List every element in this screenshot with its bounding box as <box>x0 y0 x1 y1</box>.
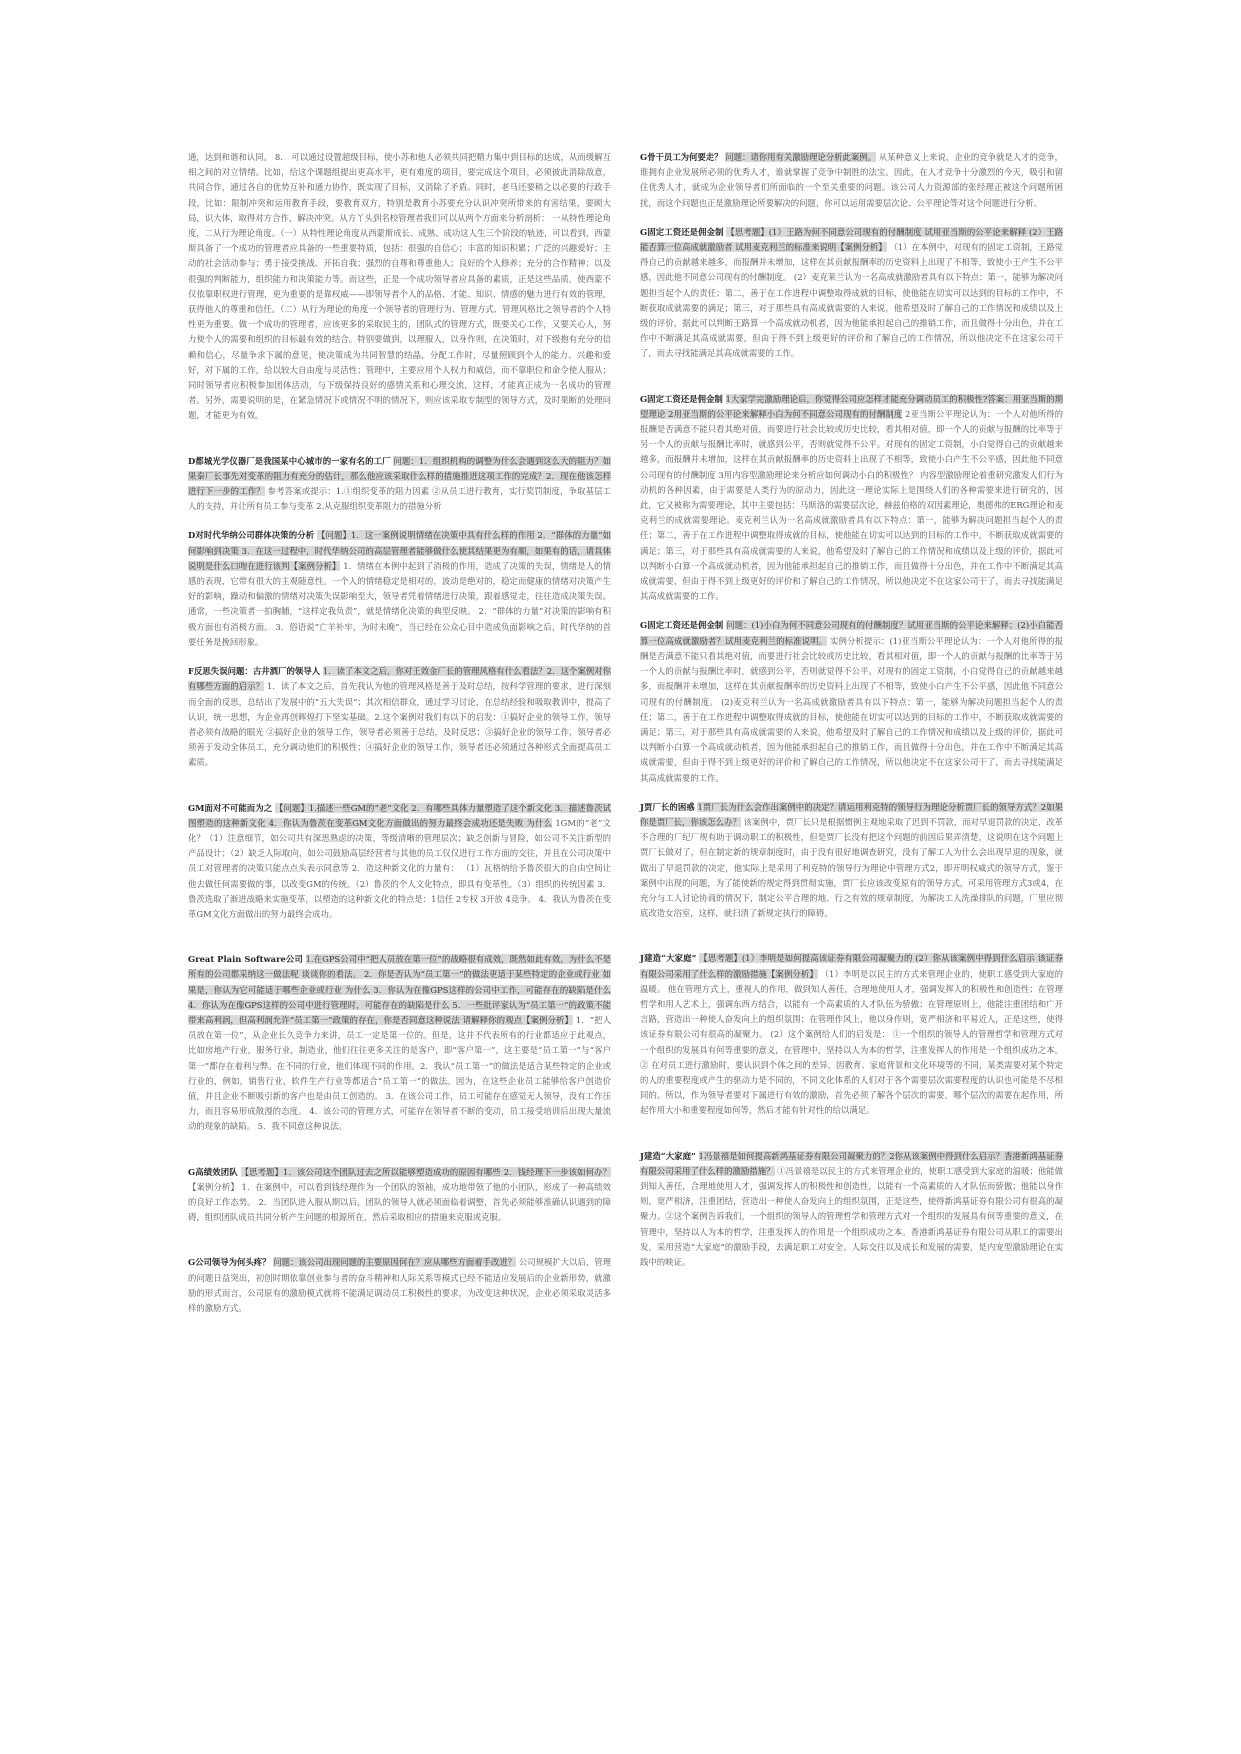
case-entry <box>188 1255 611 1316</box>
case-title: G公司领导为何头疼？ <box>188 1257 271 1268</box>
case-entry <box>640 150 1063 211</box>
case-entry <box>640 1149 1063 1271</box>
case-question: 【思考题】(1）李明是如何提高该证券有限公司凝聚力的 (2）你从该案例中得到什么启示 该证券有限公司采用了什么样的激励措施【案例分析】 <box>640 953 1063 979</box>
case-entry <box>188 150 611 424</box>
case-question: 【问题】1.描述一些GM的“老”文化 2．有哪些具体力量塑造了这个新文化 3．描述鲁茨试图塑造的这种新文化 4．你认为鲁茨在变革GM文化方面做出的努力最终会成功还是失败 为什么 <box>188 802 611 828</box>
case-entry <box>640 225 1063 362</box>
case-question: 【问题】1．这一案例说明情绪在决策中具有什么样的作用 2．“群体的力量”如何影响到决策 3．在这一过程中，时代华纳公司的高层管理者能够做什么使其结果更为有顺，如果有的话，请具体说明是什么口吻在进行该判【案例分析】 <box>188 530 611 571</box>
case-body: ①冯景禧是以民主的方式来管理企业的，使职工感受到大家庭的温暖；他能做到知人善任，合理地使用人才，强调发挥人的积极性和创造性，以能有一个高素质的人才队伍而骄傲；他能以身作则，宽严相济，注重团结，营造出一种使人奋发向上的组织氛围，正是这些，使得新鸿基证券有限公司有很高的凝聚力。②这个案例告诉我们，一个组织的领导人的管理哲学和管理方式对一个组织的发展具有何等重要的意义，在管理中，坚持以人为本的哲学，注重发挥人的作用是一个组织成功之本。香港新鸿基证券有限公司从职工的需要出发，采用营造“大家庭”的激励手段，去满足职工对安全、人际交往以及成长和发展的需要，是内宠型激励理论在实践中的映证。 <box>640 1165 1064 1267</box>
case-title: G固定工资还是佣金制 <box>640 620 724 631</box>
case-entry <box>640 618 1063 785</box>
case-body: 公司规模扩大以后，管理的问题日益突出，初创时期依靠创业参与者的奋斗精神和人际关系等模式已经不能适应发展后的企业新形势，就激励的形式而言，公司原有的激励模式就将不能满足调动员工积极性的要求，为改变这种状况，企业必须采取灵活多样的激励方式。 <box>188 1257 612 1313</box>
case-entry <box>188 1165 611 1226</box>
case-body: 实例分析提示：(1)亚当斯公平理论认为：一个人对他所得的报酬是否满意不能只看其绝对值，而要进行社会比较或历史比较，看其相对值，即一个人的贡献与报酬的比率等于另一个人的贡献与报酬比率时，就感到公平，否则就觉得不公平。对现有的固定工资制，小白觉得自己的贡献越来越多，而报酬并未增加，这样在其贡献报酬率的历史资料上出现了不相等，致使小白产生不公平感，因此他不同意公司现有的付酬制度。 (2)麦克利兰认为一名高成就激励者具有以下特点：第一，能够为解决问题担当起个人的责任；第二，善于在工作进程中调整取得成就的目标，使他能在切实可以达到的目标的工作中，不断获取成就需要的满足；第三，对于那些具有高成就需要的人来说，他希望及时了解自己的工作情况和成绩以及上级的评价，据此可以判断小白算一个高成就动机者，因为他能承担起自己的推销工作，而且做得十分出色，并在工作中不断满足其高成就需要，但由于得不到上级更好的评价和了解自己的工作情况，所以他决定不在这家公司干了，而去寻找能满足其高成就需要的工作。 <box>640 635 1063 783</box>
case-question: 1贾厂长为什么会作出案例中的决定？请运用利克特的领导行为理论分析贾厂长的领导方式？2如果你是贾厂长，你该怎么办？ <box>640 801 1064 827</box>
case-title: G固定工资还是佣金制 <box>640 226 724 237</box>
case-question: 问题：(1)小白为何不同意公司现有的付酬制度？试用亚当斯的公平论来解释；(2)小白能否算一位高成就激励者？试用麦克利兰的标准说明。 <box>640 620 1063 646</box>
case-title: D都城光学仪器厂是我国某中心城市的一家有名的工厂 <box>188 455 391 466</box>
case-entry <box>640 392 1063 605</box>
case-body: 2亚当斯公平理论认为：一个人对他所得的报酬是否满意不能只看其绝对值，而要进行社会比较或历史比较，看其相对值，即一个人的贡献与报酬的比率等于另一个人的贡献与报酬比率时，就感到公平，否则就觉得不公平。对现有的固定工资制，小白觉得自己的贡献越来越多，而报酬并未增加，这样在其贡献报酬率的历史资料上出现了不相等，致使小白产生不公平感，因此他不同意公司现有的付酬制度 3用内容型激励理论来分析应如何调动小白的积极性？ <box>640 408 1063 480</box>
case-body: 该案例中，贾厂长只是根据惯例主观地采取了迟到不罚款，而对早退罚款的决定，改革不合理的厂纪厂规有助于调动职工的积极性，但是贾厂长没有把这个问题的前因后果弄清楚，这说明在这个问题上贾厂长做对了，但在制定新的规章制度时，由于没有很好地调查研究，没有了解工人为什么会出现早退的现象，就做出了早退罚款的决定，他实际上是采用了利克特的领导行为理论中管理方式2，即开明权威式的领导方式，鉴于案例中出现的问题，为了能使新的规定得到贯彻实施，贾厂长应该改变原有的领导方式，可采用管理方式3或4，在充分与工人讨论协商的情况下，制定公平合理的地、行之有效的规章制度，为解决工人洗澡排队的问题，厂里应彻底改造女浴室，这样，就扫清了新规定执行的障碍。 <box>640 816 1064 919</box>
case-body: （1）在本例中，对现有的固定工资制，王路觉得自己的贡献越来越多，而报酬并未增加，这样在其贡献报酬率的历史资料上出现了不相等，致使小王产生不公平感，因此他不同意公司现有的付酬制度。 (2）麦克莱兰认为一名高成就激励者具有以下特点：第一，能够为解决问题担当起个人的责任；第二，善于在工作进程中调整取得成就的目标，使他能在切实可以达到的目标的工作中，不断获取成就需要的满足；第三，对于那些具有高成就需要的人来说，他希望及时了解自己的工作情况和成绩以及上级的评价，据此可以判断王路算一个高成就动机者，因为他能承担起自己的推销工作，而且做得十分出色，并在工作中不断满足其高成就需要，但由于得不到上级更好的评价和了解自己的工作情况，所以他决定不在这家公司干了，而去寻找能满足其高成就需要的工作。 <box>640 242 1063 359</box>
case-entry <box>188 454 611 515</box>
case-question: 1．读了本文之后，你对王效金厂长的管理风格有什么看法？2．这个案例对你有哪些方面的启示？ <box>188 666 611 692</box>
case-title: J建造“大家庭” <box>640 1150 696 1161</box>
case-body: 1GM的“老”文化？（1）注意细节，如公司共有深思熟虑的决策，等级清晰的管理层次；缺乏创新与冒险，如公司不关注新型的产品设计；（2）缺乏人际取向，如公司鼓励高层经营者与其他的员工仅仅进行工作方面的交往，并且在公司决策中员工对管理者的决策只能点点头表示同意等 2．造这种新文化的力量有： （1）瓦格纳给予鲁茨很大的自由空间让他去做任何需要做的事，以改变GM的传统。（2）鲁茨的个人文化特点，即具有变革性。（3）组织的传统因素 3．鲁茨选取了渐进战略来实施变革，以塑造的这种新文化的特点是：1信任 2专权 3开放 4竞争。 4．我认为鲁茨在变革GM文化方面做出的努力最终会成功。 <box>188 817 611 919</box>
right-column <box>640 150 1063 1300</box>
case-question: 1冯景禧是如何提高新鸿基证券有限公司凝聚力的？2你从该案例中得到什么启示？香港新鸿基证券有限公司采用了什么样的激励措施？ <box>640 1150 1063 1176</box>
case-body: （1）李明是以民主的方式来管理企业的，使职工感受到大家庭的温暖。 他在管理方式上，重视人的作用，做到知人善任，合理地使用人才，强调发挥人的积极性和创造性；在管理哲学和用人艺术上，强调东西方结合，以能有一个高素质的人才队伍为骄傲；在管理原则上，他能注重团结和广开言路，营造出一种使人奋发向上的组织氛围；在管理作风上，他以身作则，宽严相济和平易近人，正是这些，使得该证券有限公司有很高的凝聚力。 (2）这个案例给人们的启发是： ①一个组织的领导人的管理哲学和管理方式对一个组织的发展具有何等重要的意义，在管理中，坚持以人为本的哲学，注重发挥人的作用是一个组织成功之本。 ② 在对员工进行激励时，要认识到个体之间的差异，因教育、家庭背景和文化环境等的不同，某类需要对某个特定的人的重要程度或产生的驱动力是不同的，不同文化体系的人们对于各个需要层次需要程度的认识也可能是不尽相同的。所以，作为领导者要对下属进行有效的激励，首先必须了解各个层次的需要，哪个层次的需要在起作用，所起作用大小和重要程度如何等，然后才能有针对性的给以满足。 <box>640 968 1064 1116</box>
case-title: G高绩效团队 <box>188 1166 238 1177</box>
case-body-continued: 内容型激励理论着重研究激发人们行为动机的各种因素，由于需要是人类行为的原动力，因此这一理论实际上是围绕人们的各种需要来进行研究的，因此，它又被称为需要理论，其中主要包括：马斯洛的需要层次论，赫兹伯格的双因素理论，奥德弗的ERG理论和麦克利兰的成就需要理论。麦克利兰认为一名高成就激励者具有以下特点：第一，能够为解决问题担当起个人的责任；第二，善于在工作进程中调整取得成就的目标，使他能在切实可以达到的目标的工作中，不断获取成就需要的满足；第三，对于那些具有高成就需要的人来说，他希望及时了解自己的工作情况和成绩以及上级的评价，据此可以判断小白算一个高成就动机者，因为他能承担起自己的推销工作，而且做得十分出色，并在工作中不断满足其高成就需要，但由于得不到上级更好的评价和了解自己的工作情况，所以他决定不在这家公司干了，而去寻找能满足其高成就需要的工作。 <box>640 469 1063 602</box>
case-body: 从某种意义上来说，企业的竞争就是人才的竞争，谁拥有企业发展所必须的优秀人才，谁就掌握了竞争中制胜的法宝。因此，在人才竞争十分激烈的今天，吸引和留住优秀人才，就成为企业领导者们所面临的一个至关重要的问题。该公司人力资源部的张经理正被这个问题所困扰，而这个问题也正是激励理论所要解决的问题，你可以运用需要层次论、公平理论等对这个问题进行分析。 <box>640 152 1064 208</box>
case-body: 1．情绪在本例中起到了消极的作用，造成了决策的失误，情绪是人的情感的表现，它带有很大的主观随意性。一个人的情绪稳定是相对的，波动是绝对的，稳定而健康的情绪对决策产生好的影响，躁动和偏激的情绪对决策失误影响至大，领导者凭着情绪进行决策，跟着感觉走，往往造成决策失误。通常，一些决策者一拍胸脯，“这样定我负责”，就是情绪化决策的典型反映。 2．“群体的力量”对决策的影响有积极方面也有消极方面。 3．俗语说“亡羊补牢，为时未晚”，当已经在公众心目中造成负面影响之后，时代华纳的首要任务是挽回形象。 <box>188 560 612 647</box>
case-entry <box>640 800 1063 922</box>
case-question: 1.在GPS公司中“把人员放在第一位”的战略很有成效，既然如此有效，为什么不是所有的公司都采纳这一做法呢 谈谈你的看法。 2．你是否认为“员工第一”的做法更适于某些特定的企业或行业 如果是，你认为它可能适于哪些企业或行业 为什么 3．你认为在像GPS这样的公司中工作，可能存在的缺陷是什么 4．你认为在像GPS这样的公司中进行管理时，可能存在的缺陷是什么 5．一些批评家认为“员工第一”的政策不能带来高利润，但高利润允许“员工第一”政策的存在，你是否同意这种说法 请解释你的观点【案例分析】 <box>188 954 611 1025</box>
case-entry <box>188 952 611 1134</box>
case-body: 通，达到和谐和认同。 8． 可以通过设置超级目标，使小苏和他人必须共同把精力集中到目标的达成，从而缓解互相之间的对立情绪。比如，给这个课题组提出更高水平，更有难度的项目，要完成这个项目，必须彼此消除敌意，共同合作，通过各自的优势互补和通力协作，既实现了目标，又消除了矛盾。同时，老马还要稍之以必要的行政手段，比如：限制冲突和运用教育手段，要教育双方，特别是教育小苏要充分认识冲突所带来的有害结果，要顾大局，识大体，取得对方合作，解决冲突。从方丫头到名校管理者我们可以从两个方面来分析剖析： 一从特性理论角度，二从行为理论角度。（一）从特性理论角度从西蒙斯成长、成熟、成功这人生三个阶段的轨迹，可以看到，西蒙斯具备了一个成功的管理者应具备的一些重要特质，包括：很强的自信心；丰富的知识积累；广泛的兴趣爱好；主动的社会活动参与；勇于接受挑战、开拓自我；强烈的自尊和尊重他人；良好的个人修养；充分的合作精神；以及很强的判断能力，组织能力和决策能力等。而这些，正是一个成功领导者应具备的素质，正是这些品质，使西蒙不仅依靠职权进行管理，更为重要的是靠权威——即领导者个人的品格、才能、知识、情感的魅力进行有效的管理，获得他人的尊重和信任。（二）从行为理论的角度一个领导者的管理行为、管理方式、管理风格比之领导者的个人特性更为重要。做一个成功的管理者，应该更多的采取民主的，团队式的管理方式，既要关心工作，又要关心人，努力使个人的需要和组织的目标最有效的结合。特别要做到，以理服人，以身作则，在决策时，对下级抱有充分的信赖和信心，尽量争求下属的意见，使决策成为共同智慧的结晶，分配工作时，尽量照顾到个人的能力、兴趣和爱好，对下属的工作，给以较大自由度与灵活性；管理中，主要应用个人权力和威信，而不靠职位和命令使人服从；同时领导者应积极参加团体活动，与下级保持良好的感情关系和心理交流，这样，才能真正成为一名成功的管理者。另外，需要说明的是，在紧急情况下或情况不明的情况下，则应该采取专制型的领导方式，及时果断的处理问题，才能更为有效。 <box>188 152 611 421</box>
case-question: 问题：该公司出现问题的主要原因何在？应从哪些方面着手改进？ <box>273 1257 517 1268</box>
case-question: 问题：1．组织机构的调整为什么会遇到这么大的阻力？如果秦厂长事先对变革的阻力有充分的估计，那么他应该采取什么样的措施推进这项工作的完成？2．现在他该怎样进行下一步的工作？ <box>188 455 611 497</box>
case-body: 参考答案或提示：1.①组织变革的阻力因素 ②从员工进行教育，实行奖罚制度，争取基层工人的支持，并让所有员工参与变革 2.从克服组织变革阻力的措施分析 <box>188 486 612 512</box>
case-entry <box>188 528 611 650</box>
case-title: G骨干员工为何要走？ <box>640 152 723 162</box>
case-body: 1．读了本文之后，首先我认为他的管理风格是善于及时总结，按科学管理的要求，进行深刻而全面的反思，总结出了发展中的“五大失误”；其次相信群众，通过学习讨论，在总结经验和吸取教训中，提高了认识，统一思想，为企业再创辉煌打下坚实基础。2.这个案例对我们有以下的启发：①搞好企业的领导工作，领导者必须有战略的眼光 ②搞好企业的领导工作，领导者必须善于总结，及时反思；③搞好企业的领导工作，领导者必须善于发动全体员工，充分调动他们的积极性；④搞好企业的领导工作，领导者还必须通过各种形式全面提高员工素质。 <box>188 681 612 768</box>
case-title: J贾厂长的困惑 <box>640 801 695 812</box>
case-title: J建造“大家庭” <box>640 953 697 964</box>
case-question: 1大家学完激励理论后，你觉得公司应怎样才能充分调动员工的积极性?答案：用亚当斯的期望理论 2用亚当斯的公平论来解释小白为何不同意公司现有的付酬制度 <box>640 393 1063 419</box>
case-entry <box>188 664 611 770</box>
left-column <box>188 150 611 1346</box>
case-entry <box>188 801 611 923</box>
case-entry <box>640 951 1063 1118</box>
case-title: F反思失误问题：古井酒厂的领导人 <box>188 666 321 677</box>
case-title: GM面对不可能而为之 <box>188 802 273 813</box>
case-body: 1．“把人员放在第一位”，从企业长久竞争力来讲，员工一定是第一位的。但是，这并不代表所有的行业都适应于此观点，比如房地产行业，服务行业，制造业，他们往往更多关注的是客户，即“客户第一”，这主要是“员工第一”与“客户第一”都存在着利与弊。在不同的行业，他们体现不同的作用。2．我认“员工第一”的做法是适合某些特定的企业或行业的，例如，销售行业，软件生产行业等都适合“员工第一”的做法。因为，在这些企业员工能够给客户创造价值，并且企业不断吸引新的客户也是由员工创造的。 3．在该公司工作，员工可能存在感觉无人领导，没有工作压力，而且容易形成散漫的态度。 4．该公司的管理方式，可能存在领导者不断的变动，员工接受培训后出现大量流动的现象的缺陷。 5．我不同意这种说法。 <box>188 1014 611 1132</box>
case-title: Great Plain Software公司 <box>188 954 303 965</box>
case-body: 【案例分析】 1．在案例中，可以看到钱经理作为一个团队的领袖，成功地带领了他的小团队，形成了一种高绩效的良好工作态势。 2．当团队进入服从期以后，团队的领导人就必须面临着调整，首先必须能够准确认识遇到的障碍，组织团队成员共同分析产生问题的根源所在，然后采取相应的措施来克服或克服。 <box>188 1181 611 1223</box>
case-question: 【思考题】(1）王路为何不同意公司现有的付酬制度 试用亚当斯的公平论来解释 (2）王路能否算一位高成就激励者 试用麦克利兰的标准来说明【案例分析】 <box>640 226 1064 253</box>
case-title: G固定工资还是佣金制 <box>640 393 723 404</box>
case-title: D对时代华纳公司群体决策的分析 <box>188 530 315 541</box>
case-question: 【思考题】1．该公司这个团队过去之所以能够塑造成功的原因有哪些 2．钱经理下一步该如何办？ <box>240 1166 611 1177</box>
case-question: 问题：请你用有关激励理论分析此案例。 <box>725 152 877 162</box>
